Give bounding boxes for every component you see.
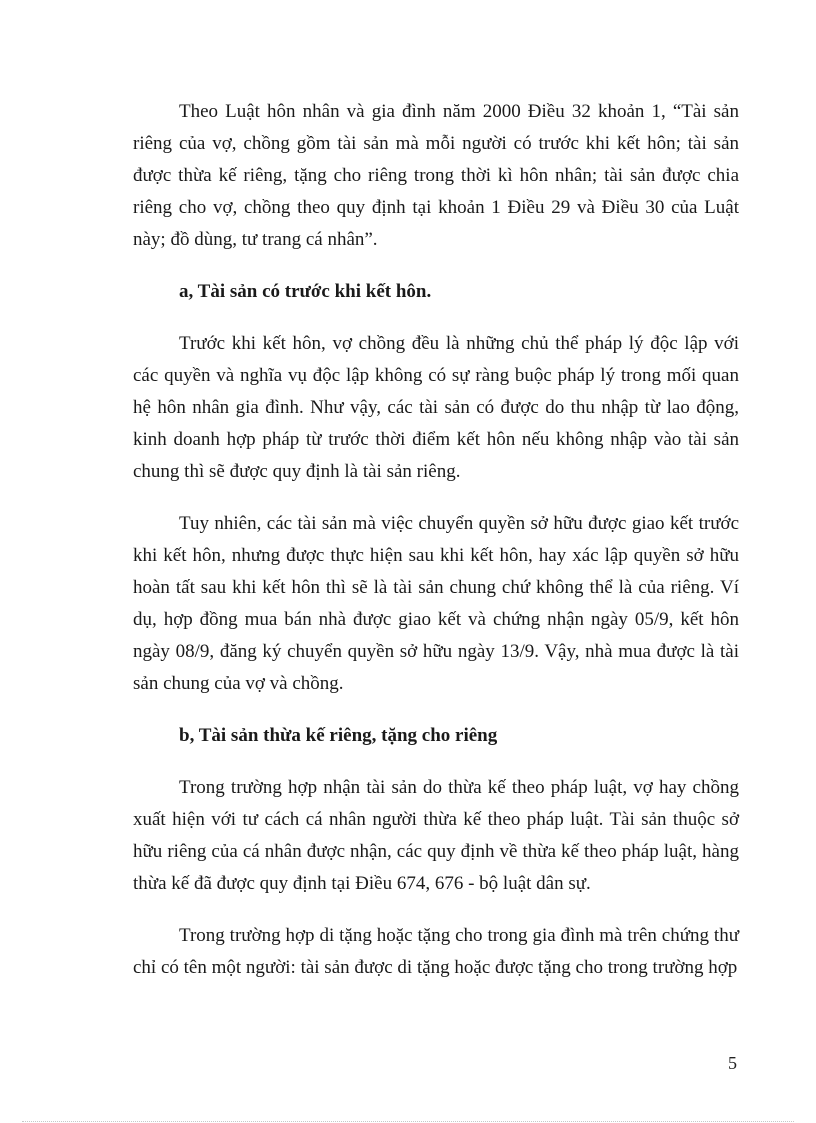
paragraph-before-marriage: Trước khi kết hôn, vợ chồng đều là những chủ thể pháp lý độc lập với các quyền và nghĩa vụ độc lập không có sự ràng buộc pháp lý trong mối quan hệ hôn nhân gia đình. Như vậy, các tài sản có được do thu nhập từ lao động, kinh doanh hợp pháp từ trước thời điểm kết hôn nếu không nhập vào tài sản chung thì sẽ được quy định là tài sản riêng. [133, 333, 739, 482]
section-heading-b: b, Tài sản thừa kế riêng, tặng cho riêng [179, 725, 498, 746]
paragraph-inheritance: Trong trường hợp nhận tài sản do thừa kế theo pháp luật, vợ hay chồng xuất hiện với tư cách cá nhân người thừa kế theo pháp luật. Tài sản thuộc sở hữu riêng của cá nhân được nhận, các quy định về thừa kế theo pháp luật, hàng thừa kế đã được quy định tại Điều 674, 676 - bộ luật dân sự. [133, 777, 739, 894]
paragraph-exception-example: Tuy nhiên, các tài sản mà việc chuyển quyền sở hữu được giao kết trước khi kết hôn, nhưng được thực hiện sau khi kết hôn, hay xác lập quyền sở hữu hoàn tất sau khi kết hôn thì sẽ là tài sản chung chứ không thể là của riêng. Ví dụ, hợp đồng mua bán nhà được giao kết và chứng nhận ngày 05/9, kết hôn ngày 08/9, đăng ký chuyển quyền sở hữu ngày 13/9. Vậy, nhà mua được là tài sản chung của vợ và chồng. [133, 513, 739, 694]
paragraph-intro: Theo Luật hôn nhân và gia đình năm 2000 Điều 32 khoản 1, “Tài sản riêng của vợ, chồng gồm tài sản mà mỗi người có trước khi kết hôn; tài sản được thừa kế riêng, tặng cho riêng trong thời kì hôn nhân; tài sản được chia riêng cho vợ, chồng theo quy định tại khoản 1 Điều 29 và Điều 30 của Luật này; đồ dùng, tư trang cá nhân”. [133, 101, 739, 250]
paragraph-gift: Trong trường hợp di tặng hoặc tặng cho trong gia đình mà trên chứng thư chỉ có tên một người: tài sản được di tặng hoặc được tặng cho trong trường hợp [133, 925, 739, 978]
page-bottom-divider [22, 1121, 794, 1122]
document-body [133, 96, 739, 984]
page-number: 5 [728, 1053, 737, 1073]
section-heading-a: a, Tài sản có trước khi kết hôn. [179, 281, 432, 302]
